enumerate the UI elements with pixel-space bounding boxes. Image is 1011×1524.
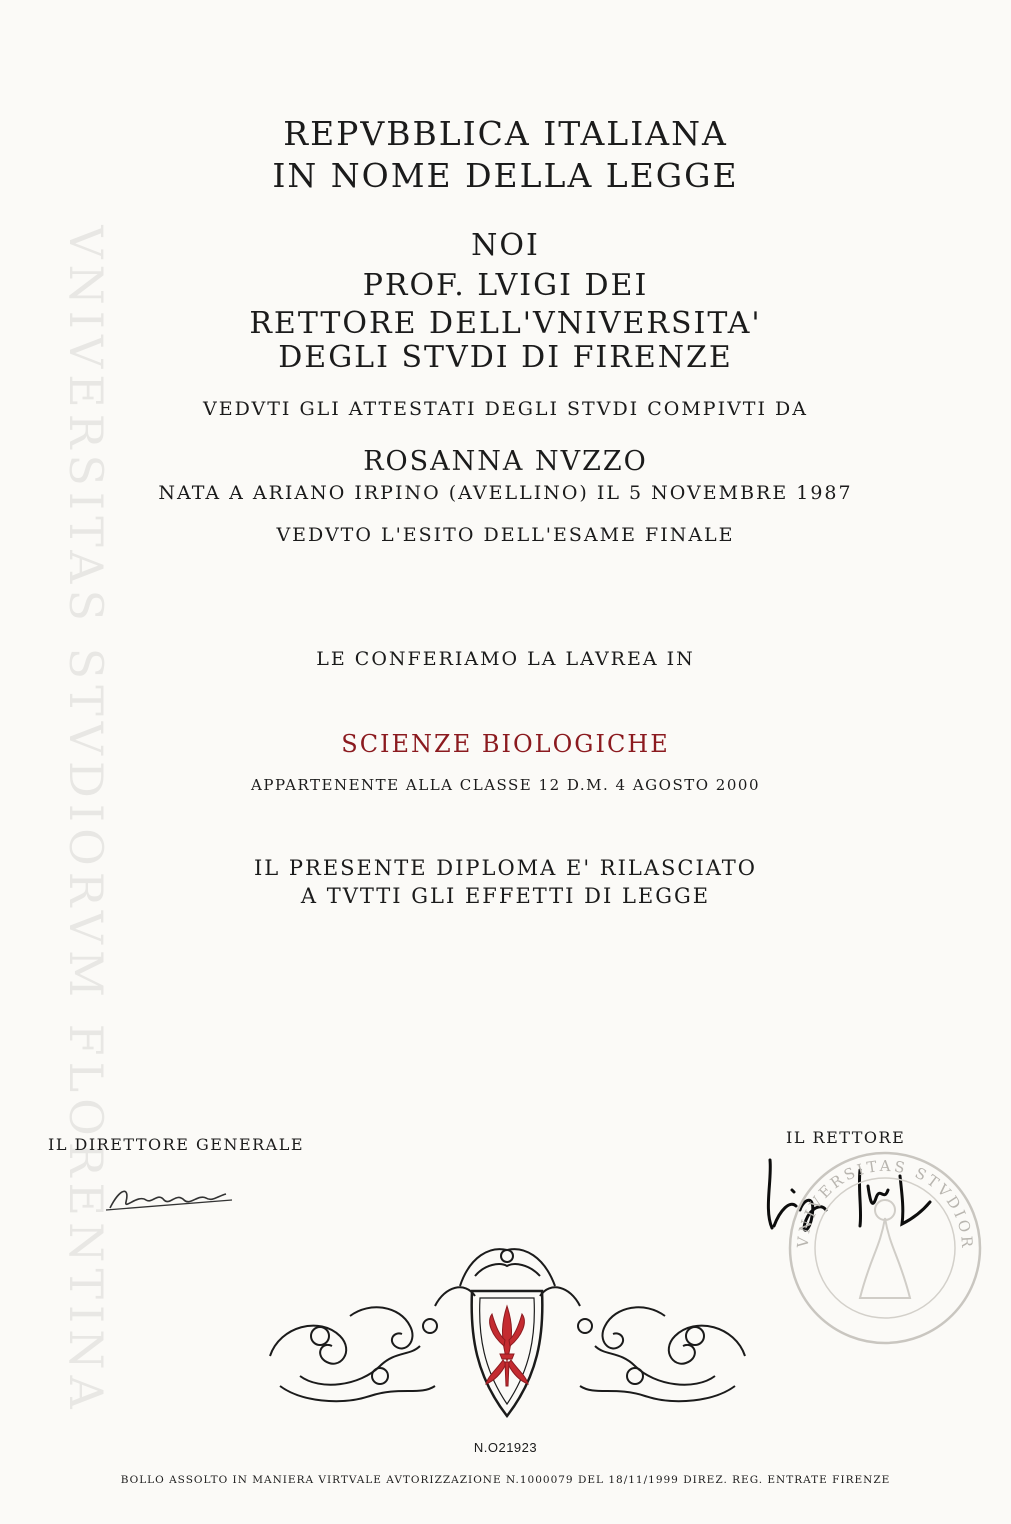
svg-text:VNIVERSITAS STVDIORVM FLORENTI: VNIVERSITAS STVDIORVM FLORENTINA bbox=[59, 225, 113, 1415]
watermark-icon bbox=[40, 225, 113, 1415]
issued-text-line2: A TVTTI GLI EFFETTI DI LEGGE bbox=[300, 884, 711, 908]
rector-label: IL RETTORE bbox=[786, 1128, 906, 1147]
degree-class: APPARTENENTE ALLA CLASSE 12 D.M. 4 AGOSTO 2000 bbox=[251, 776, 760, 794]
director-label: IL DIRETTORE GENERALE bbox=[48, 1135, 305, 1154]
issued-text-line1: IL PRESENTE DIPLOMA E' RILASCIATO bbox=[253, 856, 758, 880]
seal-text: VNIVERSITAS STVDIORVM FLORENTINA bbox=[770, 1134, 977, 1251]
svg-text:VNIVERSITAS STVDIORVM FLORENTI bbox=[771, 1134, 976, 1250]
issuer-we: NOI bbox=[471, 228, 540, 263]
university-name: DEGLI STVDI DI FIRENZE bbox=[278, 340, 733, 375]
confer-text: LE CONFERIAMO LA LAVREA IN bbox=[316, 648, 695, 670]
seen-certificates-text: VEDVTI GLI ATTESTATI DEGLI STVDI COMPIVTI DA bbox=[203, 398, 808, 420]
serial-number: N.O21923 bbox=[473, 1440, 538, 1455]
graduate-name: ROSANNA NVZZO bbox=[363, 446, 648, 477]
rector-name: PROF. LVIGI DEI bbox=[362, 268, 649, 303]
birth-info: NATA A ARIANO IRPINO (AVELLINO) IL 5 NOVEMBRE 1987 bbox=[158, 482, 853, 504]
rector-title: RETTORE DELL'VNIVERSITA' bbox=[249, 306, 762, 341]
degree-title: SCIENZE BIOLOGICHE bbox=[341, 730, 670, 758]
republic-heading: REPVBBLICA ITALIANA bbox=[283, 114, 728, 153]
seen-exam-text: VEDVTO L'ESITO DELL'ESAME FINALE bbox=[276, 524, 735, 546]
footer-authorization: BOLLO ASSOLTO IN MANIERA VIRTVALE AVTORIZZAZIONE N.1000079 DEL 18/11/1999 DIREZ. REG. ENTRATE FIRENZE bbox=[120, 1474, 891, 1486]
florence-lily-crest-icon bbox=[260, 1236, 755, 1436]
director-signature-icon bbox=[100, 1180, 240, 1220]
law-heading: IN NOME DELLA LEGGE bbox=[272, 156, 739, 195]
